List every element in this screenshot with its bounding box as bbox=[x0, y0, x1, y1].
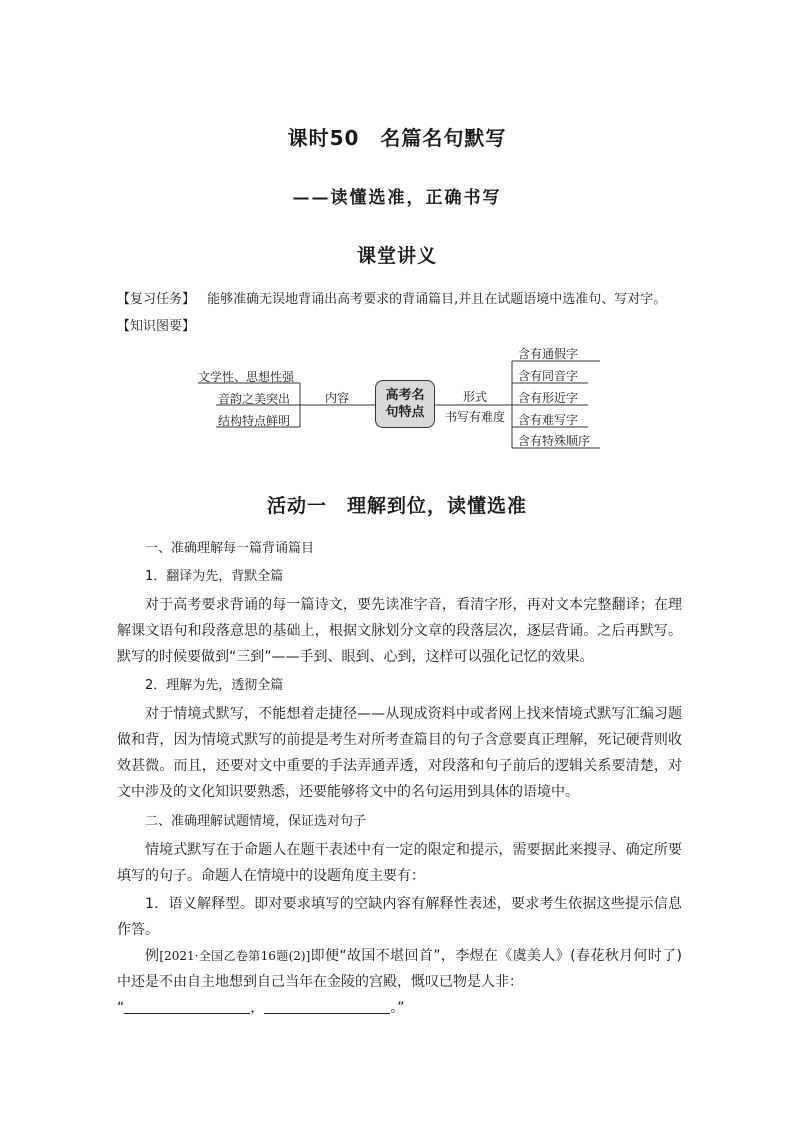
example-open-quote: “ bbox=[117, 1000, 125, 1016]
knowledge-map-tag: 【知识图要】 bbox=[117, 319, 196, 334]
answer-blank-2[interactable] bbox=[264, 999, 390, 1014]
mindmap-right-item: 含有同音字 bbox=[518, 369, 579, 383]
example-mid: ， bbox=[250, 1000, 265, 1016]
subheading-1: 一、准确理解每一篇背诵篇目 bbox=[145, 541, 315, 556]
mindmap-right-label-bottom: 书写有难度 bbox=[445, 410, 506, 424]
section-heading-lecture: 课堂讲义 bbox=[356, 245, 437, 267]
paragraph-1: 对于高考要求背诵的每一篇诗文，要先读准字音，看清字形，再对文本完整翻译；在理解课文语句和段落意思的基础上，根据文脉划分文章的段落层次，逐层背诵。之后再默写。默写的时候要做到“三到”——手到、眼到、心到，这样可以强化记忆的效果。 bbox=[117, 597, 682, 665]
paragraph-3: 情境式默写在于命题人在题干表述中有一定的限定和提示，需要据此来搜寻、确定所要填写的句子。命题人在情境中的设题角度主要有： bbox=[117, 842, 682, 884]
example-lead: 例 bbox=[145, 948, 160, 964]
subheading-1-2: 2．理解为先，透彻全篇 bbox=[145, 678, 284, 693]
review-task-line bbox=[117, 292, 682, 308]
mindmap-left-item: 音韵之美突出 bbox=[218, 392, 291, 406]
paragraph-4: 1．语义解释型。即对要求填写的空缺内容有解释性表述，要求考生依据这些提示信息作答。 bbox=[117, 896, 682, 938]
subheading-1-1: 1．翻译为先，背默全篇 bbox=[145, 569, 284, 584]
example-source: [2021·全国乙卷第16题(2)] bbox=[159, 949, 311, 963]
mindmap-center-line2: 句特点 bbox=[385, 405, 425, 420]
example-paragraph bbox=[117, 943, 682, 1021]
review-task-text: 能够准确无误地背诵出高考要求的背诵篇目,并且在试题语境中选准句、写对字。 bbox=[207, 292, 667, 307]
knowledge-mindmap bbox=[190, 340, 610, 455]
answer-blank-1[interactable] bbox=[124, 999, 250, 1014]
example-close-quote: 。” bbox=[390, 1000, 405, 1016]
mindmap-center-node bbox=[375, 380, 435, 428]
mindmap-right-label-top: 形式 bbox=[463, 390, 488, 404]
mindmap-center-line1: 高考名 bbox=[385, 388, 425, 403]
mindmap-right-item: 含有难写字 bbox=[518, 413, 579, 427]
mindmap-left-item: 结构特点鲜明 bbox=[218, 414, 291, 428]
mindmap-right-item: 含有特殊顺序 bbox=[518, 434, 591, 448]
subheading-2: 二、准确理解试题情境，保证选对句子 bbox=[145, 814, 367, 829]
mindmap-right-item: 含有形近字 bbox=[518, 391, 579, 405]
example-text: 即便“故国不堪回首”，李煜在《虞美人》(春花秋月何时了)中还是不由自主地想到自己当年在金陵的宫殿，慨叹已物是人非： bbox=[117, 948, 682, 990]
mindmap-left-label: 内容 bbox=[325, 391, 350, 405]
mindmap-right-item: 含有通假字 bbox=[518, 347, 579, 361]
paragraph-2: 对于情境式默写，不能想着走捷径——从现成资料中或者网上找来情境式默写汇编习题做和背，因为情境式默写的前提是考生对所考查篇目的句子含意要真正理解，死记硬背则收效甚微。而且，还要对文中重要的手法弄通弄透，对段落和句子前后的逻辑关系要清楚，对文中涉及的文化知识要熟悉，还要能够将文中的名句运用到具体的语境中。 bbox=[117, 706, 682, 800]
review-task-tag: 【复习任务】 bbox=[117, 292, 196, 307]
lesson-title: 课时50 名篇名句默写 bbox=[287, 126, 507, 150]
activity-heading: 活动一 理解到位，读懂选准 bbox=[266, 495, 527, 517]
mindmap-left-item: 文学性、思想性强 bbox=[198, 370, 295, 384]
lesson-subtitle: ——读懂选准，正确书写 bbox=[292, 188, 502, 208]
